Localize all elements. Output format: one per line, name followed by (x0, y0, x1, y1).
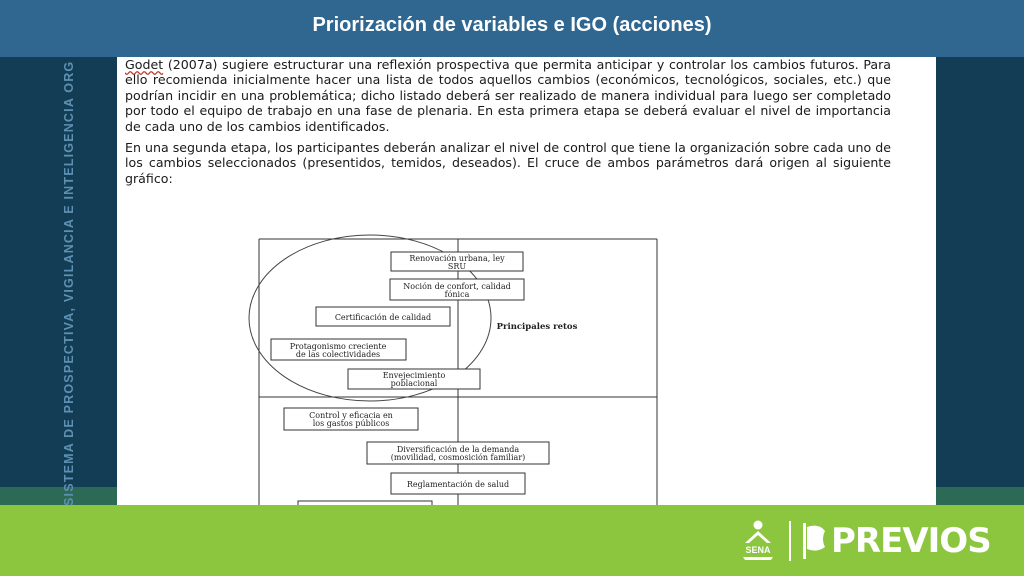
box-label: Envejecimiento (382, 371, 446, 380)
slide-title: Priorización de variables e IGO (acciones) (312, 14, 712, 36)
box-label: fónica (444, 290, 470, 299)
box-label: los gastos públicos (312, 419, 390, 428)
box-label: (movilidad, cosmosición familiar) (390, 453, 526, 462)
box-label: Protagonismo creciente (289, 342, 387, 351)
box-label: Renovación urbana, ley (409, 254, 505, 263)
box-label: Certificación de calidad (334, 313, 432, 322)
colombia-emblem-icon (799, 521, 829, 561)
footer-logo (735, 519, 1015, 563)
sena-label: SENA (745, 545, 771, 555)
box-envejecimiento (348, 369, 480, 389)
box-label: Noción de confort, calidad (403, 282, 511, 291)
author-name: Godet (125, 57, 164, 72)
priorities-diagram (117, 57, 936, 505)
box-certificacion (316, 307, 450, 326)
box-label: Control y eficacia en (309, 411, 393, 420)
box-label: SRU (447, 262, 467, 271)
paragraph-1-body: (2007a) sugiere estructurar una reflexión prospectiva que permita anticipar y controlar los cambios futuros. Para ello recomienda inicialmente hacer una lista de todos aquellos cambios (económicos, tecnológicos, sociales, etc.) que podrían incidir en una problemática; dicho listado deberá ser realizado de manera individual para luego ser completado por todo el equipo de trabajo en una fase de plenaria. En esta primera etapa se deberá evaluar el nivel de importancia de cada uno de los cambios identificados. (125, 57, 891, 134)
box-label: poblacional (390, 379, 438, 388)
brand-name: PREVIOS (831, 521, 991, 561)
box-label: Diversificación de la demanda (396, 445, 520, 454)
box-renovacion (391, 252, 523, 271)
sena-logo-icon (735, 519, 781, 563)
box-label: Reglamentación de salud (406, 480, 510, 489)
box-protagonismo (271, 339, 406, 360)
box-reglamentacion (391, 473, 525, 494)
box-control (284, 408, 418, 430)
box-label: de las colectividades (295, 350, 381, 359)
side-vertical-text: SISTEMA DE PROSPECTIVA, VIGILANCIA E INTELIGENCIA ORG (62, 60, 76, 506)
box-partial-bottom (298, 501, 432, 505)
principales-retos-label: Principales retos (496, 322, 578, 332)
box-confort (390, 279, 524, 300)
document-image (117, 57, 936, 505)
paragraph-2: En una segunda etapa, los participantes deberán analizar el nivel de control que tiene la organización sobre cada uno de los cambios seleccionados (presentidos, temidos, deseados). El cruce de ambos parámetros dará origen al siguiente gráfico: (125, 140, 891, 186)
box-diversificacion (367, 442, 549, 464)
footer-divider (789, 521, 791, 561)
